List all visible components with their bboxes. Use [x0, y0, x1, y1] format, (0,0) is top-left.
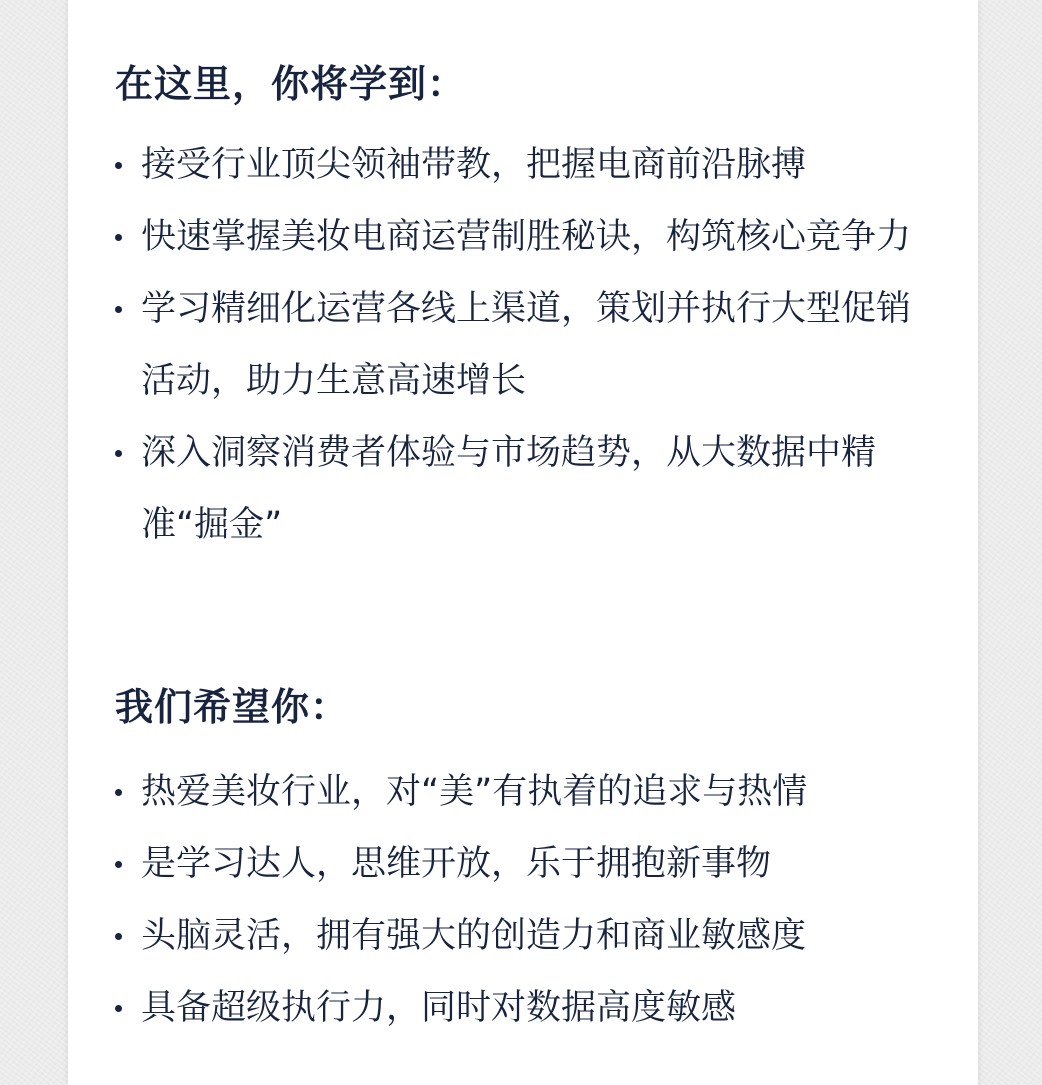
hope-section: [115, 680, 965, 1044]
hope-item-text: 热爱美妆行业，对“美”有执着的追求与热情: [141, 772, 808, 812]
bullet-dot-icon: [115, 789, 122, 796]
learn-heading: 在这里，你将学到：: [115, 62, 467, 106]
learn-item-3: [115, 273, 965, 417]
learn-section: [115, 57, 965, 561]
learn-item-text: 接受行业顶尖领袖带教，把握电商前沿脉搏: [141, 145, 807, 185]
hope-item-text: 头脑灵活，拥有强大的创造力和商业敏感度: [141, 916, 807, 956]
learn-item-text: 学习精细化运营各线上渠道，策划并执行大型促销活动，助力生意高速增长: [141, 289, 912, 401]
learn-item-2: [115, 201, 965, 273]
content-card: [68, 0, 978, 1085]
bullet-dot-icon: [115, 234, 122, 241]
learn-item-text: 深入洞察消费者体验与市场趋势，从大数据中精准“掘金”: [141, 433, 877, 545]
learn-list: [115, 129, 965, 561]
bullet-dot-icon: [115, 306, 122, 313]
hope-heading: 我们希望你：: [115, 685, 350, 729]
bullet-dot-icon: [115, 861, 122, 868]
learn-item-1: [115, 129, 965, 201]
hope-list: [115, 756, 965, 1044]
bullet-dot-icon: [115, 1005, 122, 1012]
bullet-dot-icon: [115, 162, 122, 169]
hope-item-1: [115, 756, 965, 828]
hope-item-2: [115, 828, 965, 900]
hope-item-text: 是学习达人，思维开放，乐于拥抱新事物: [141, 844, 772, 884]
hope-item-3: [115, 900, 965, 972]
hope-item-text: 具备超级执行力，同时对数据高度敏感: [141, 988, 737, 1028]
learn-item-text: 快速掌握美妆电商运营制胜秘诀，构筑核心竞争力: [141, 217, 912, 257]
learn-item-4: [115, 417, 965, 561]
bullet-dot-icon: [115, 933, 122, 940]
hope-item-4: [115, 972, 965, 1044]
bullet-dot-icon: [115, 450, 122, 457]
